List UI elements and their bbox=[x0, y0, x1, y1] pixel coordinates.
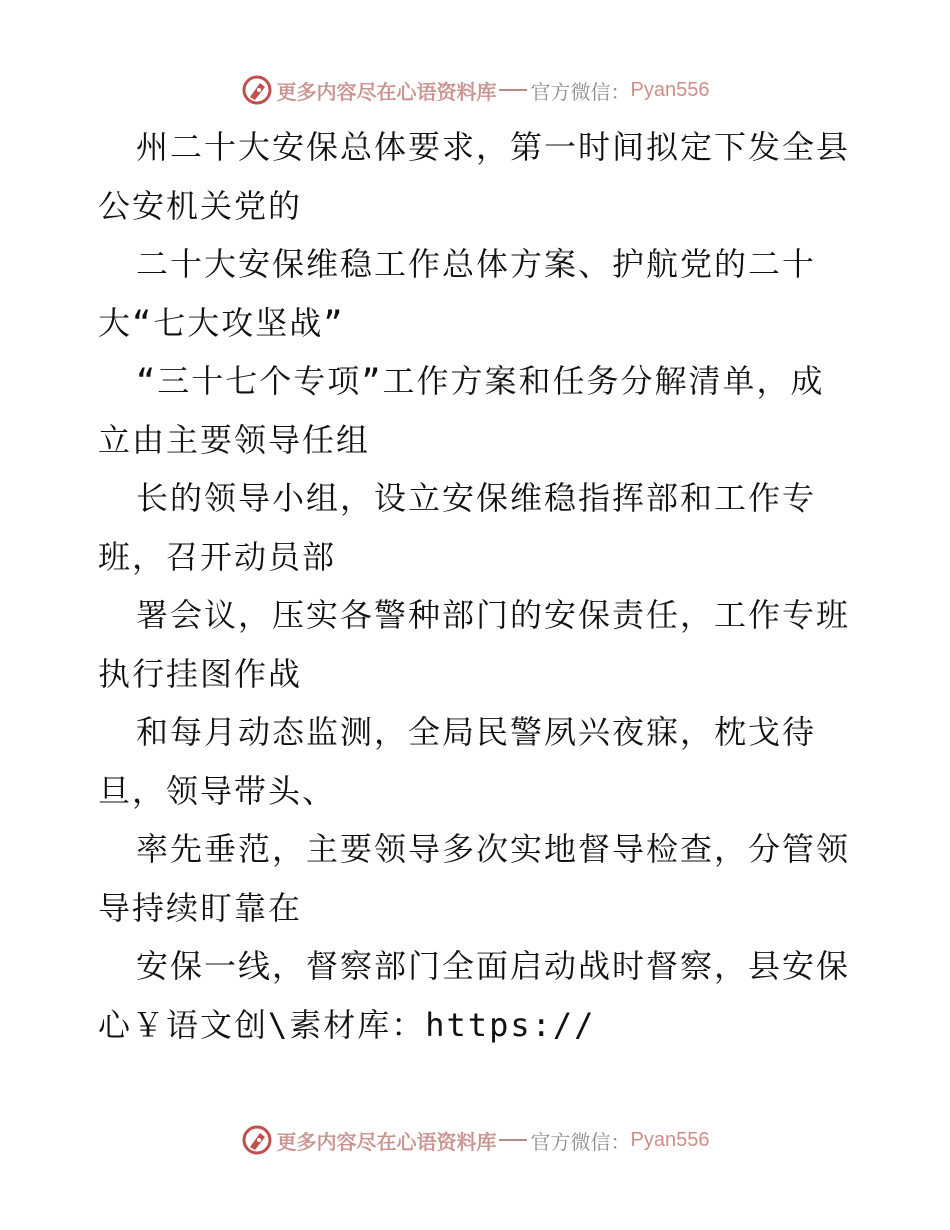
header-dash bbox=[499, 89, 527, 91]
text-line: 立由主要领导任组 bbox=[98, 420, 371, 459]
footer-slogan: 更多内容尽在心语资料库 bbox=[276, 1129, 497, 1154]
text-line: 心￥语文创\素材库：https:// bbox=[98, 1005, 596, 1044]
text-line: 二十大安保维稳工作总体方案、护航党的二十 bbox=[136, 245, 817, 283]
header-slogan: 更多内容尽在心语资料库 bbox=[276, 79, 497, 104]
footer-dash bbox=[499, 1139, 527, 1141]
text-line: 署会议，压实各警种部门的安保责任，工作专班 bbox=[136, 596, 851, 634]
text-line: “三十七个专项”工作方案和任务分解清单，成 bbox=[136, 362, 825, 400]
text-line: 公安机关党的 bbox=[98, 186, 303, 225]
text-line: 旦，领导带头、 bbox=[98, 771, 337, 810]
footer-wechat-id: Pyan556 bbox=[630, 1128, 710, 1151]
text-line: 率先垂范，主要领导多次实地督导检查，分管领 bbox=[136, 830, 851, 868]
header-wechat-id: Pyan556 bbox=[630, 78, 710, 101]
text-line: 州二十大安保总体要求，第一时间拟定下发全县 bbox=[136, 128, 851, 166]
text-line: 大“七大攻坚战” bbox=[98, 303, 345, 342]
text-line: 执行挂图作战 bbox=[98, 654, 303, 693]
pen-nib-circle-icon bbox=[241, 1124, 273, 1156]
footer-banner bbox=[0, 1120, 950, 1160]
footer-official-label: 官方微信： bbox=[530, 1129, 631, 1154]
pen-nib-circle-icon bbox=[241, 74, 273, 106]
text-line: 安保一线，督察部门全面启动战时督察，县安保 bbox=[136, 947, 851, 985]
body-text bbox=[98, 118, 858, 1054]
text-line: 导持续盯靠在 bbox=[98, 888, 303, 927]
header-official-label: 官方微信： bbox=[530, 79, 631, 104]
header-banner bbox=[0, 70, 950, 110]
text-line: 长的领导小组，设立安保维稳指挥部和工作专 bbox=[136, 479, 817, 517]
text-line: 和每月动态监测，全局民警夙兴夜寐，枕戈待 bbox=[136, 713, 817, 751]
text-line: 班，召开动员部 bbox=[98, 537, 337, 576]
